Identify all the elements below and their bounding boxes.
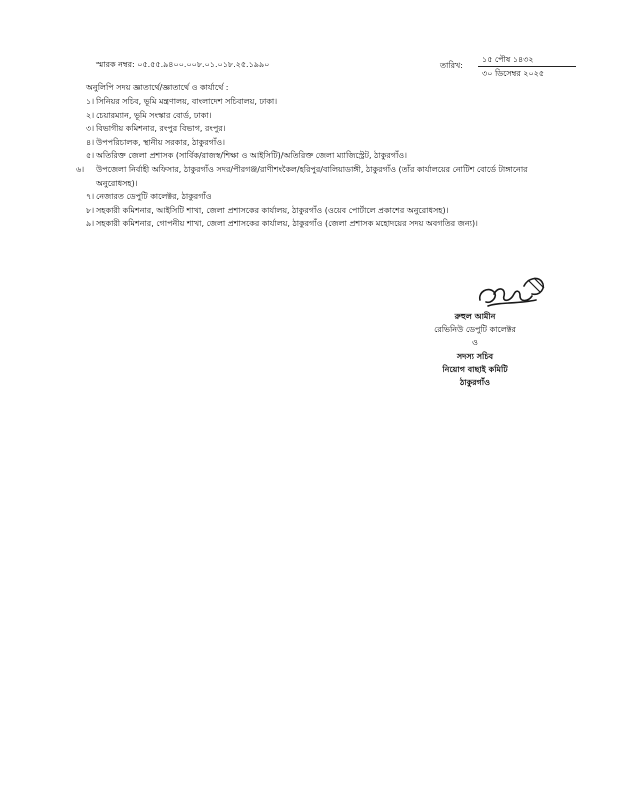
list-item: ৭। নেজারত ডেপুটি কালেক্টর, ঠাকুরগাঁও — [86, 192, 212, 202]
list-item: ৮। সহকারী কমিশনার, আইসিটি শাখা, জেলা প্রশাসকের কার্যালয়, ঠাকুরগাঁও (ওয়েব পোর্টালে প্রকাশের অনুরোধসহ)। — [86, 205, 449, 215]
list-item: ৪। উপপরিচালক, স্থানীয় সরকার, ঠাকুরগাঁও। — [86, 137, 225, 147]
list-item: ১। সিনিয়র সচিব, ভূমি মন্ত্রণালয়, বাংলাদেশ সচিবালয়, ঢাকা। — [86, 97, 278, 106]
memo-label: স্মারক নম্বর: — [96, 60, 135, 69]
signatory-conjunction: ও — [472, 338, 478, 348]
memo-number — [96, 59, 269, 72]
signatory-name: রুহুল আমীন — [454, 312, 496, 321]
list-item: ৫। অতিরিক্ত জেলা প্রশাসক (সার্বিক/রাজস্ব/শিক্ষা ও আইসিটি)/অতিরিক্ত জেলা ম্যাজিস্ট্রেট, ঠাকুরগাঁও। — [86, 151, 408, 161]
distribution-heading: অনুলিপি সদয় জ্ঞাতার্থে/জ্ঞাতার্থে ও কার্যার্থে : — [86, 83, 229, 92]
list-item: ২। চেয়ারম্যান, ভূমি সংস্কার বোর্ড, ঢাকা। — [86, 110, 212, 120]
signatory-committee: নিয়োগ বাছাই কমিটি — [442, 364, 508, 374]
list-item: ৬। উপজেলা নির্বাহী অফিসার, ঠাকুরগাঁও সদর/পীরগঞ্জ/রাণীশংকৈল/হরিপুর/বালিয়াডাঙ্গী, ঠাকুরগাঁও (তাঁর কার্যালয়ের নোটিশ বোর্ডে টাঙ্গানোর অনুরোধসহ)। — [76, 164, 528, 188]
list-item: ৩। বিভাগীয় কমিশনার, রংপুর বিভাগ, রংপুর। — [86, 124, 226, 134]
date-bangla: ১৫ পৌষ ১৪৩২ — [482, 55, 534, 64]
list-item: ৯। সহকারী কমিশনার, গোপনীয় শাখা, জেলা প্রশাসকের কার্যালয়, ঠাকুরগাঁও (জেলা প্রশাসক মহোদয়ের সদয় অবগতির জন্য)। — [86, 219, 478, 229]
date-label: তারিখ: — [440, 61, 463, 70]
distribution-list — [76, 95, 586, 231]
date-gregorian: ৩০ ডিসেম্বর ২০২৫ — [482, 69, 545, 78]
signature-block — [420, 310, 530, 389]
signatory-role: সদস্য সচিব — [456, 351, 494, 361]
date-divider — [478, 66, 576, 67]
signatory-designation: রেভিনিউ ডেপুটি কালেক্টর — [434, 325, 516, 335]
memo-number-value: ০৫.৫৫.৯৪০০.০০৮.০১.০১৮.২৫.১৯৯০ — [137, 60, 270, 69]
date-block — [440, 55, 580, 87]
signatory-location: ঠাকুরগাঁও — [459, 378, 491, 388]
